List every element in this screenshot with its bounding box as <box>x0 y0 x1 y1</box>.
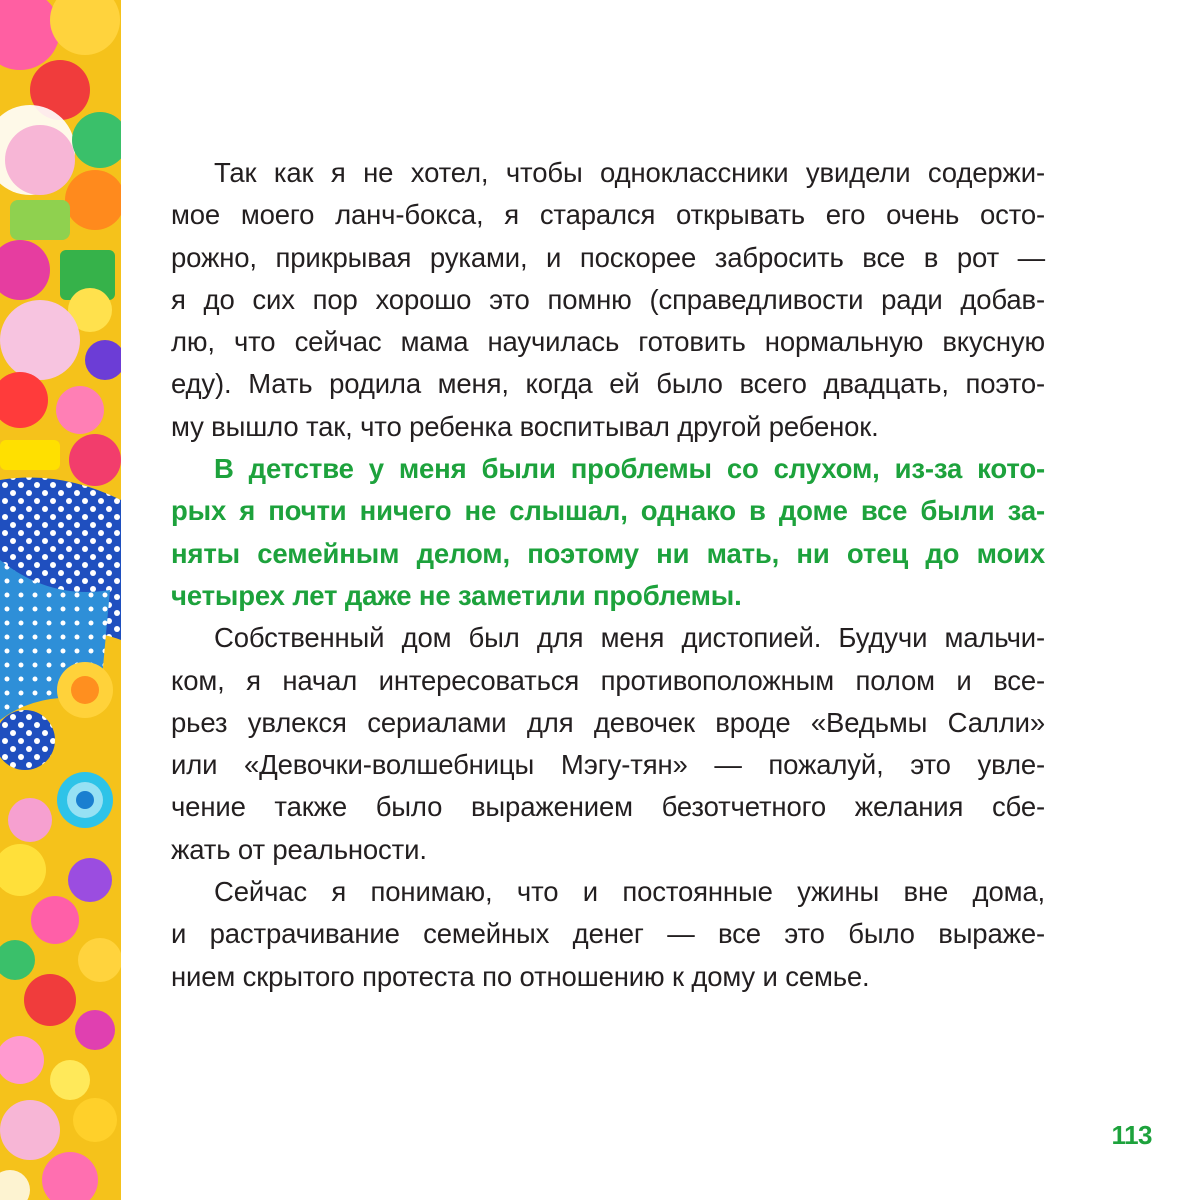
text-line: мое моего ланч-бокса, я старался открывать его очень осто- <box>171 199 1045 231</box>
text-line: жать от реальности. <box>171 833 427 865</box>
text-line: рых я почти ничего не слышал, однако в доме все были за- <box>171 495 1045 527</box>
highlighted-paragraph <box>171 448 1045 617</box>
paragraph-4 <box>171 871 1045 998</box>
text-line: лю, что сейчас мама научилась готовить нормальную вкусную <box>171 326 1045 358</box>
text-line: чение также было выражением безотчетного желания сбе- <box>171 791 1045 823</box>
text-line: няты семейным делом, поэтому ни мать, ни отец до моих <box>171 537 1045 569</box>
text-line: му вышло так, что ребенка воспитывал другой ребенок. <box>171 410 879 442</box>
page-number: 113 <box>1111 1120 1152 1150</box>
text-line: и растрачивание семейных денег — все это было выраже- <box>171 918 1045 950</box>
text-line: В детстве у меня были проблемы со слухом, из-за кото- <box>214 453 1045 485</box>
candy-collage-image <box>0 0 121 1200</box>
text-line: я до сих пор хорошо это помню (справедливости ради добав- <box>171 283 1045 315</box>
paragraph-1 <box>171 152 1045 448</box>
text-line: еду). Мать родила меня, когда ей было всего двадцать, поэто- <box>171 368 1045 400</box>
text-line: ком, я начал интересоваться противоположным полом и все- <box>171 664 1045 696</box>
text-line: рьез увлекся сериалами для девочек вроде «Ведьмы Салли» <box>171 706 1045 738</box>
text-line: рожно, прикрывая руками, и поскорее забросить все в рот — <box>171 241 1045 273</box>
text-line: Так как я не хотел, чтобы одноклассники увидели содержи- <box>214 157 1045 188</box>
text-line: Сейчас я понимаю, что и постоянные ужины вне дома, <box>214 876 1045 908</box>
text-line: Собственный дом был для меня дистопией. Будучи мальчи- <box>214 622 1045 654</box>
text-line: четырех лет даже не заметили проблемы. <box>171 579 742 611</box>
text-line: нием скрытого протеста по отношению к дому и семье. <box>171 960 870 992</box>
text-line: или «Девочки-волшебницы Мэгу-тян» — пожалуй, это увле- <box>171 749 1045 781</box>
body-text <box>171 152 1045 998</box>
paragraph-3 <box>171 617 1045 871</box>
